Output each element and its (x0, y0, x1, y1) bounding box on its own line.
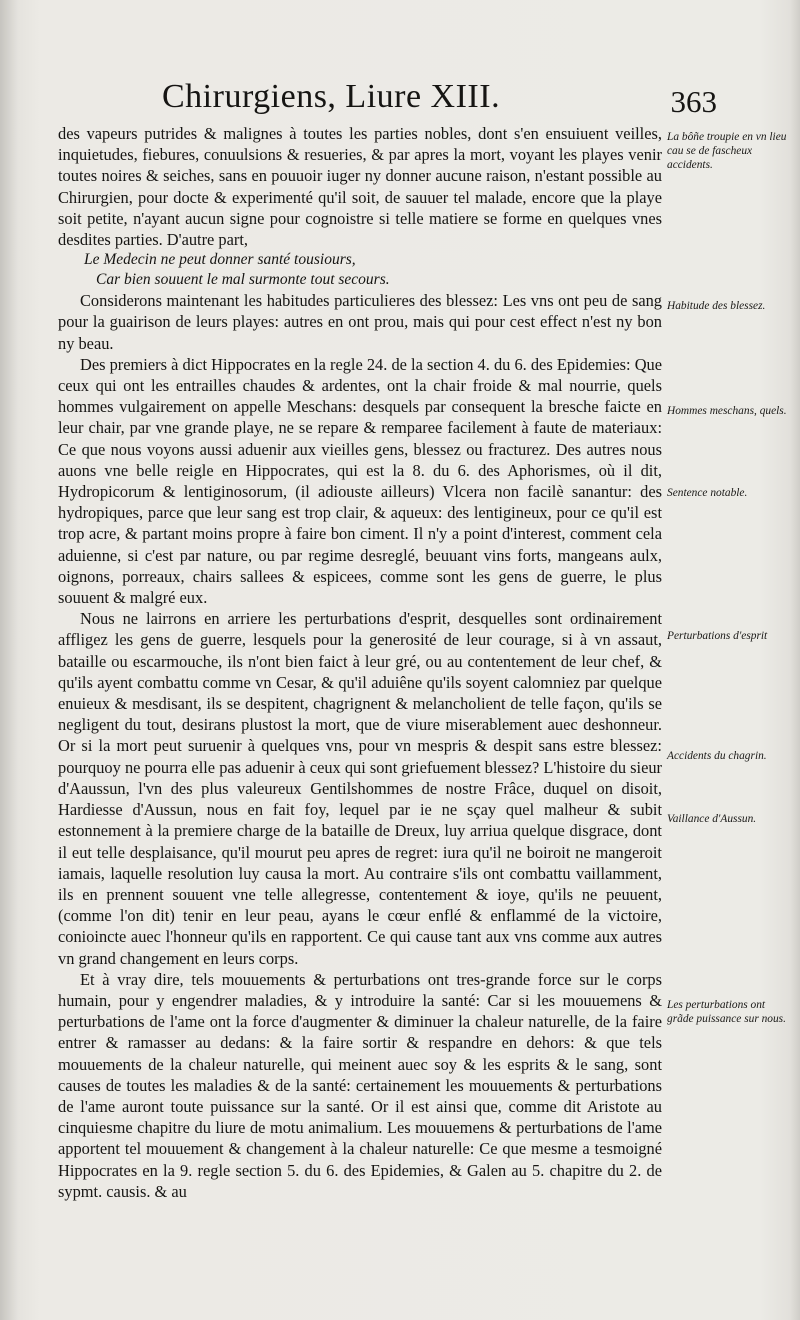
paragraph-1: des vapeurs putrides & malignes à toutes les parties nobles, dont s'en ensuiuent veilles, inquietudes, fiebures, conuulsions & resueries, & par apres la mort, voyant les playes venir toutes noires & seiches, sans en pouuoir iuger ny donner aucune raison, n'estant possible au Chirurgien, pour docte & experimenté qu'il soit, de sauuer tel malade, encore que la playe soit petite, n'ayant aucun signe pour cognoistre si telle matiere se forme en quelques vnes desdites parties. D'autre part, (58, 124, 662, 250)
paragraph-3: Des premiers à dict Hippocrates en la regle 24. de la section 4. du 6. des Epidemies: Que ceux qui ont les entrailles chaudes & ardentes, ont la chair froide & mal nourrie, quels hommes vulgairement on appelle Meschans: desquels par consequent la bresche faicte en leur chair, par vne grande playe, ne se repare & remparee facilement à faute de materiaux: Ce que nous voyons aussi aduenir aux vieilles gens, blessez ou fracturez. Des autres nous auons vne belle reigle en Hippocrates, qui est la 8. du 6. des Aphorismes, où il dit, Hydropicorum & lentiginosorum, (il adiouste ailleurs) Vlcera non facilè sanantur: des hydropiques, parce que leur sang est trop clair, & aqueux: des lentigineux, pour ce qu'il est trop acre, & partant moins propre à faire bon ciment. Il n'y a point d'interest, comment cela aduienne, si c'est par nature, ou par regime desreglé, beuuant vins forts, mangeans aulx, oignons, porreaux, chairs sallees & espicees, comme sont les gens de guerre, le plus souuent & malgré eux. (58, 354, 662, 608)
margin-note-vaillance: Vaillance d'Aussun. (667, 813, 757, 825)
verse-line-2: Car bien souuent le mal surmonte tout secours. (96, 271, 390, 289)
margin-note-accidents: Accidents du chagrin. (667, 750, 767, 762)
margin-note-sentence: Sentence notable. (667, 487, 748, 499)
main-text-column (58, 123, 662, 1202)
paragraph-4: Nous ne lairrons en arriere les perturbations d'esprit, desquelles sont ordinairement affligez les gens de guerre, lesquels pour la generosité de leur courage, si à vn assaut, bataille ou escarmouche, ils n'ont bien faict à leur gré, ou au contentement de leur chef, & qu'ils ayent combattu comme vn Cesar, & qu'il aduiêne qu'ils soyent calomniez par quelque enuieux & mesdisant, ils se despitent, chagrignent & melancholient de telle façon, qu'ils se negligent du tout, desirans plustost la mort, que de viure miserablement auec deshonneur. Or si la mort peut suruenir à quelques vns, pour vn mespris & despit sans estre blessez: pourquoy ne pourra elle pas aduenir à ceux qui sont griefuement blessez? L'histoire du sieur d'Aaussun, l'vn des plus valeureux Gentilshommes de nostre Frâce, duquel on disoit, Hardiesse d'Aussun, nous en fait foy, lequel par ie ne sçay quel malheur & subit estonnement à la premiere charge de la bataille de Dreux, luy arriua quelque disgrace, dont il eut telle desplaisance, qu'il mourut peu apres de regret: iura qu'il ne boiroit ne mangeroit iamais, laquelle resolution luy causa la mort. Au contraire s'ils ont combattu vaillamment, ils en prennent souuent vne telle allegresse, contentement & ioye, qu'ils ne peuuent, (comme l'on dit) tenir en leur peau, ayans le cœur enflé & enflammé de la victoire, conioincte auec l'honneur qu'ils en rapportent. Ce qui cause tant aux vns comme aux autres vn grand changement en leurs corps. (58, 609, 662, 968)
margin-note-hommes-meschans: Hommes meschans, quels. (667, 405, 787, 417)
page-header (0, 72, 800, 124)
paragraph-2: Considerons maintenant les habitudes particulieres des blessez: Les vns ont peu de sang pour la guairison de leurs playes: autres en ont prou, mais qui pour cest effect n'est ny bon ny beau. (58, 291, 662, 353)
page-number: 363 (670, 84, 717, 119)
margin-note-habitude: Habitude des blessez. (667, 300, 766, 312)
margin-note-perturbations: Perturbations d'esprit (667, 630, 768, 642)
margin-note-perturbations-puissance: Les perturbations ont grãde puissance sur nous. (667, 999, 786, 1025)
running-head: Chirurgiens, Liure XIII. (162, 78, 501, 115)
margin-note-bonne-troupie: La bôñe troupie en vn lieu cau se de fascheux accidents. (667, 131, 787, 171)
verse-line-1: Le Medecin ne peut donner santé tousiours, (84, 251, 356, 269)
verse-quotation (84, 250, 662, 290)
bleed-through-text (30, 1296, 140, 1314)
paragraph-5: Et à vray dire, tels mouuements & perturbations ont tres-grande force sur le corps humain, pour y engendrer maladies, & y introduire la santé: Car si les mouuemens & perturbations de l'ame ont la force d'augmenter & diminuer la chaleur naturelle, de la faire entrer & ramasser au dedans: & la faire sortir & respandre en dehors: & que tels mouuements de la chaleur naturelle, qui meinent auec soy & les esprits & le sang, sont causes de toutes les maladies & de la santé: certainement les mouuements & perturbations de l'ame auront toute puissance sur la santé. Or il est ainsi que, comme dit Aristote au cinquiesme chapitre du liure de motu animalium. Les mouuemens & perturbations de l'ame apportent tel mouuement & changement à la chaleur naturelle: Ce que mesme a tesmoigné Hippocrates en la 9. regle section 5. du 6. des Epidemies, & Galen au 5. chapitre du 2. de sypmt. causis. & au (58, 969, 662, 1201)
